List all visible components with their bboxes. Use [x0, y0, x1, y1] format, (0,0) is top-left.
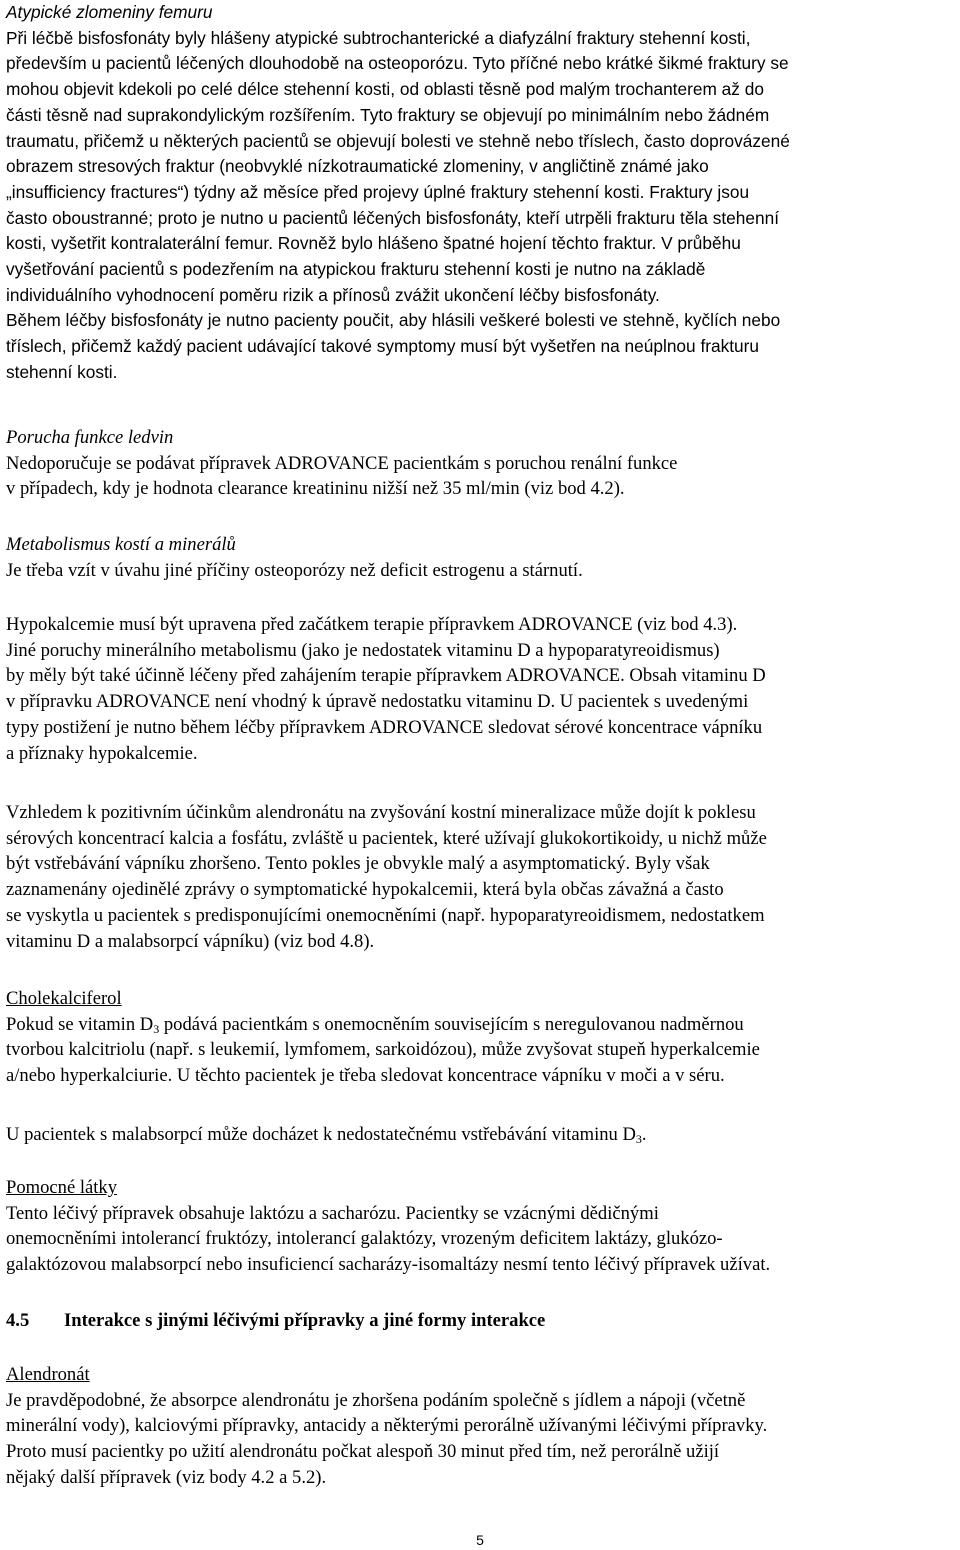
text-line: nějaký další přípravek (viz body 4.2 a 5.2).	[6, 1466, 327, 1488]
section-number: 4.5	[6, 1310, 30, 1331]
section-alendronate	[6, 1362, 767, 1491]
paragraph-malabsorption	[6, 1122, 647, 1148]
text-line: Nedoporučuje se podávat přípravek ADROVANCE pacientkám s poruchou renální funkce	[6, 452, 678, 474]
numbered-heading	[6, 1308, 545, 1334]
text-line: Hypokalcemie musí být upravena před začátkem terapie přípravkem ADROVANCE (viz bod 4.3).	[6, 614, 738, 635]
section-heading: Atypické zlomeniny femuru	[6, 2, 213, 22]
text-line: by měly být také účinně léčeny před zahájením terapie přípravkem ADROVANCE. Obsah vitaminu D	[6, 665, 766, 687]
text-line: v případech, kdy je hodnota clearance kreatininu nižší než 35 ml/min (viz bod 4.2).	[6, 478, 625, 500]
text-line: minerální vody), kalciovými přípravky, antacidy a některými perorálně užívanými léčivými přípravky.	[6, 1415, 768, 1437]
text-line: Jiné poruchy minerálního metabolismu (jako je nedostatek vitaminu D a hypoparatyreoidismus)	[6, 639, 720, 661]
text-line	[6, 1122, 647, 1148]
section-heading: Pomocné látky	[6, 1177, 118, 1198]
text-line: především u pacientů léčených dlouhodobě na osteoporózu. Tyto příčné nebo krátké šikmé fraktury se	[6, 53, 789, 74]
section-atypical-fractures	[6, 0, 790, 386]
section-cholecalciferol	[6, 986, 760, 1089]
text-fragment: U pacientek s malabsorpcí může docházet k nedostatečnému vstřebávání vitaminu D	[6, 1124, 636, 1145]
text-line: se vyskytla u pacientek s predisponujícími onemocněními (např. hypoparatyreoidismem, nedostatkem	[6, 904, 765, 926]
text-line: kosti, vyšetřit kontralaterální femur. Rovněž bylo hlášeno špatné hojení těchto fraktur. V průběhu	[6, 233, 741, 254]
text-line: často oboustranné; proto je nutno u pacientů léčených bisfosfonáty, kteří utrpěli frakturu těla stehenní	[6, 207, 780, 228]
section-renal-impairment	[6, 425, 677, 502]
page-number: 5	[476, 1532, 484, 1548]
text-line: sérových koncentrací kalcia a fosfátu, zvláště u pacientek, které užívají glukokortikoidy, u nichž může	[6, 827, 767, 849]
text-line: Vzhledem k pozitivním účinkům alendronátu na zvyšování kostní mineralizace může dojít k poklesu	[6, 802, 756, 823]
section-title: Interakce s jinými léčivými přípravky a jiné formy interakce	[64, 1310, 546, 1331]
text-line: Při léčbě bisfosfonáty byly hlášeny atypické subtrochanterické a diafyzální fraktury stehenní kosti,	[6, 27, 751, 48]
text-line: obrazem stresových fraktur (neobvyklé nízkotraumatické zlomeniny, v angličtině známé jako	[6, 156, 709, 177]
text-line: Je pravděpodobné, že absorpce alendronátu je zhoršena podáním společně s jídlem a nápoji (včetně	[6, 1389, 746, 1411]
text-line: „insufficiency fractures“) týdny až měsíce před projevy úplné fraktury stehenní kosti. Fraktury jsou	[6, 181, 750, 202]
text-line: zaznamenány ojedinělé zprávy o symptomatické hypokalcemii, která byla občas závažná a často	[6, 879, 724, 901]
text-line: stehenní kosti.	[6, 361, 118, 382]
text-line: galaktózovou malabsorpcí nebo insuficiencí sacharázy-isomaltázy nesmí tento léčivý přípravek užívat.	[6, 1254, 771, 1276]
text-line: Během léčby bisfosfonáty je nutno pacienty poučit, aby hlásili veškeré bolesti ve stehně, kyčlích nebo	[6, 310, 781, 331]
text-line: tříslech, přičemž každý pacient udávající takové symptomy musí být vyšetřen na neúplnou frakturu	[6, 336, 760, 357]
text-fragment: podává pacientkám s onemocněním souvisejícím s neregulovanou nadměrnou	[159, 1013, 744, 1035]
text-line: Tento léčivý přípravek obsahuje laktózu a sacharózu. Pacientky se vzácnými dědičnými	[6, 1202, 659, 1224]
text-line: a/nebo hyperkalciurie. U těchto pacientek je třeba sledovat koncentrace vápníku v moči a v séru.	[6, 1065, 725, 1087]
paragraph	[6, 26, 790, 386]
text-line: části těsně nad suprakondylickým rozšířením. Tyto fraktury se objevují po minimálním nebo žádném	[6, 104, 770, 125]
text-line: traumatu, přičemž u některých pacientů se objevují bolesti ve stehně nebo tříslech, často doprovázené	[6, 130, 790, 151]
section-4-5-heading	[6, 1308, 545, 1334]
text-line: individuálního vyhodnocení poměru rizik a přínosů zvážit ukončení léčby bisfosfonáty.	[6, 284, 660, 305]
text-line: v přípravku ADROVANCE není vhodný k úpravě nedostatku vitaminu D. U pacientek s uvedenými	[6, 691, 749, 713]
text-line: Proto musí pacientky po užití alendronátu počkat alespoň 30 minut před tím, než perorálně užijí	[6, 1441, 720, 1463]
subscript: 3	[153, 1021, 160, 1036]
section-mineral-metabolism	[6, 532, 583, 583]
text-line: být vstřebávání vápníku zhoršeno. Tento pokles je obvykle malý a asymptomatický. Byly však	[6, 853, 710, 875]
section-heading: Porucha funkce ledvin	[6, 427, 174, 448]
section-heading: Metabolismus kostí a minerálů	[6, 534, 236, 555]
text-line: Je třeba vzít v úvahu jiné příčiny osteoporózy než deficit estrogenu a stárnutí.	[6, 559, 583, 581]
section-heading: Alendronát	[6, 1364, 90, 1385]
text-line: vyšetřování pacientů s podezřením na atypickou frakturu stehenní kosti je nutno na základě	[6, 259, 706, 280]
text-fragment: .	[641, 1124, 647, 1145]
text-line: tvorbou kalcitriolu (např. s leukemií, lymfomem, sarkoidózou), může zvyšovat stupeň hyperkalcemie	[6, 1039, 760, 1061]
text-fragment: Pokud se vitamin D	[6, 1013, 154, 1035]
subscript: 3	[635, 1132, 642, 1146]
text-line: typy postižení je nutno během léčby přípravkem ADROVANCE sledovat sérové koncentrace vápníku	[6, 716, 763, 738]
text-line: a příznaky hypokalcemie.	[6, 742, 198, 764]
text-line	[6, 1012, 760, 1038]
section-excipients	[6, 1175, 770, 1278]
text-line: mohou objevit kdekoli po celé délce stehenní kosti, od oblasti těsně pod malým trochanterem až do	[6, 79, 764, 100]
text-line: onemocněními intolerancí fruktózy, intolerancí galaktózy, vrozeným deficitem laktázy, glukózo-	[6, 1228, 723, 1250]
section-heading: Cholekalciferol	[6, 988, 122, 1009]
paragraph-hypocalcemia	[6, 612, 766, 766]
text-line: vitaminu D a malabsorpcí vápníku) (viz bod 4.8).	[6, 930, 375, 952]
paragraph-mineralization	[6, 800, 767, 954]
